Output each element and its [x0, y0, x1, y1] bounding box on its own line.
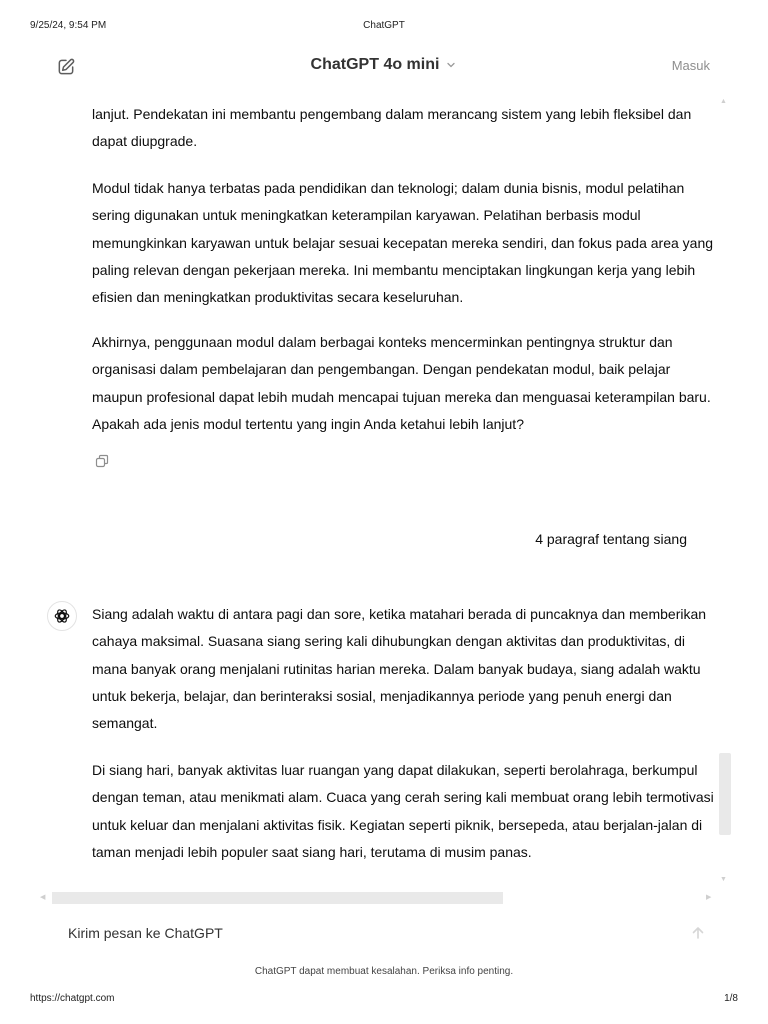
model-selector[interactable] [0, 56, 768, 74]
assistant-avatar [47, 601, 77, 631]
print-title: ChatGPT [363, 20, 405, 31]
openai-logo-icon [53, 607, 71, 625]
message-composer [54, 914, 720, 952]
print-datetime: 9/25/24, 9:54 PM [30, 20, 107, 31]
assistant-paragraph: Siang adalah waktu di antara pagi dan sore, ketika matahari berada di puncaknya dan memberikan cahaya maksimal. Suasana siang sering kali dihubungkan dengan aktivitas dan produktivitas, di mana banyak orang menjalani rutinitas harian mereka. Dalam banyak budaya, siang adalah waktu untuk bekerja, belajar, dan berinteraksi sosial, menjadikannya periode yang penuh energi dan semangat. [92, 606, 707, 732]
vertical-scrollbar-thumb[interactable] [719, 753, 731, 835]
scroll-down-arrow-icon[interactable]: ▼ [720, 876, 727, 883]
user-message: 4 paragraf tentang siang [535, 531, 687, 547]
print-page-number: 1/8 [724, 993, 738, 1004]
scroll-right-arrow-icon[interactable]: ▶ [706, 894, 712, 901]
assistant-paragraph: Modul tidak hanya terbatas pada pendidikan dan teknologi; dalam dunia bisnis, modul pelatihan sering digunakan untuk meningkatkan keterampilan karyawan. Pelatihan berbasis modul memungkinkan karyawan untuk belajar sesuai kecepatan mereka sendiri, dan fokus pada area yang paling relevan dengan pekerjaan mereka. Ini membantu menciptakan lingkungan kerja yang lebih efisien dan meningkatkan produktivitas secara keseluruhan. [92, 180, 714, 306]
send-button[interactable] [688, 923, 708, 943]
assistant-paragraph: lanjut. Pendekatan ini membantu pengembang dalam merancang sistem yang lebih fleksibel dan dapat diupgrade. [92, 106, 692, 150]
assistant-paragraph: Akhirnya, penggunaan modul dalam berbagai konteks mencerminkan pentingnya struktur dan organisasi dalam pembelajaran dan pengembangan. Dengan pendekatan modul, baik pelajar maupun profesional dapat lebih mudah mencapai tujuan mereka dan menguasai keterampilan baru. Apakah ada jenis modul tertentu yang ingin Anda ketahui lebih lanjut? [92, 334, 711, 432]
login-button[interactable]: Masuk [671, 58, 710, 73]
horizontal-scrollbar-thumb[interactable] [52, 892, 503, 904]
conversation-thread[interactable] [0, 96, 768, 892]
scroll-up-arrow-icon[interactable]: ▲ [720, 98, 727, 105]
message-input[interactable] [54, 925, 654, 941]
model-label: ChatGPT 4o mini [310, 56, 440, 73]
scroll-left-arrow-icon[interactable]: ◀ [40, 894, 46, 901]
chevron-down-icon [445, 59, 457, 71]
copy-button[interactable] [94, 453, 110, 469]
assistant-paragraph: Di siang hari, banyak aktivitas luar ruangan yang dapat dilakukan, seperti berolahraga, berkumpul dengan teman, atau menikmati alam. Cuaca yang cerah sering kali membuat orang lebih termotivasi untuk keluar dan menjalani aktivitas fisik. Kegiatan seperti piknik, bersepeda, atau berjalan-jalan di taman menjadi lebih populer saat siang hari, terutama di musim panas. [92, 762, 714, 860]
print-url: https://chatgpt.com [30, 993, 115, 1004]
arrow-up-icon [690, 925, 706, 941]
disclaimer-text: ChatGPT dapat membuat kesalahan. Periksa info penting. [254, 966, 514, 977]
copy-icon [94, 453, 110, 469]
